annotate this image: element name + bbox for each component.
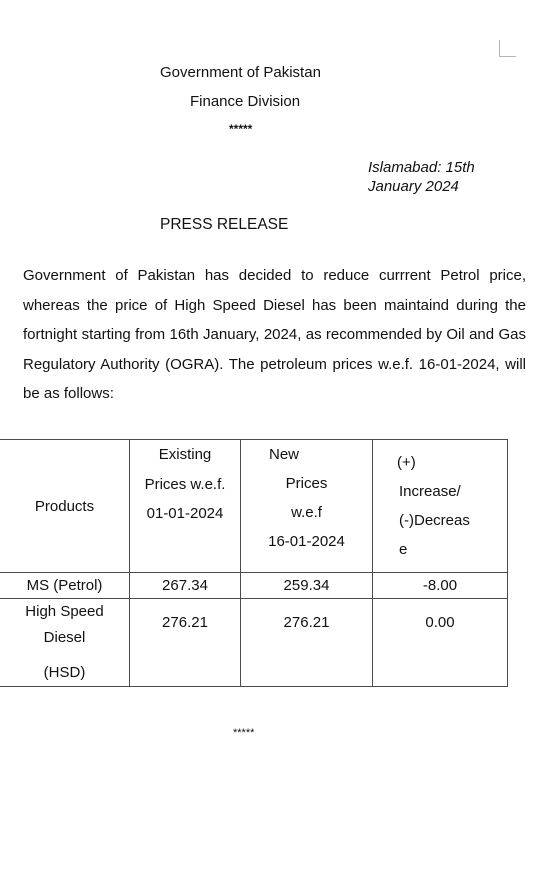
header-government: Government of Pakistan [160,64,321,81]
row-new-price: 259.34 [241,573,373,599]
header-existing-prices: Existing Prices w.e.f. 01-01-2024 [130,440,241,573]
header-stars: ***** [229,122,253,136]
row-existing-price: 267.34 [130,573,241,599]
header-price-change: (+) Increase/ (-)Decreas e [373,440,508,573]
place-date-line1: Islamabad: 15th [368,159,475,176]
table-header-row [0,440,508,573]
row-price-change: 0.00 [373,599,508,687]
table-row [0,573,508,599]
press-release-title: PRESS RELEASE [160,216,289,233]
row-product-petrol: MS (Petrol) [0,573,130,599]
footer-stars: ***** [233,727,255,739]
place-date-line2: January 2024 [368,178,459,195]
page-corner-mark [499,40,516,57]
row-price-change: -8.00 [373,573,508,599]
row-product-hsd: High Speed Diesel (HSD) [0,599,130,687]
header-division: Finance Division [190,93,301,110]
row-existing-price: 276.21 [130,599,241,687]
table-row [0,599,508,687]
header-products: Products [0,440,130,573]
place-date [368,158,475,196]
price-table [0,439,508,687]
press-release-body: Government of Pakistan has decided to reduce currrent Petrol price, whereas the price of High Speed Diesel has been maintaind during the fortnight starting from 16th January, 2024, as recommended by Oil and Gas Regulatory Authority (OGRA). The petroleum prices w.e.f. 16-01-2024, will be as follows: [23,267,526,402]
row-new-price: 276.21 [241,599,373,687]
header-new-prices: New Prices w.e.f 16-01-2024 [241,440,373,573]
